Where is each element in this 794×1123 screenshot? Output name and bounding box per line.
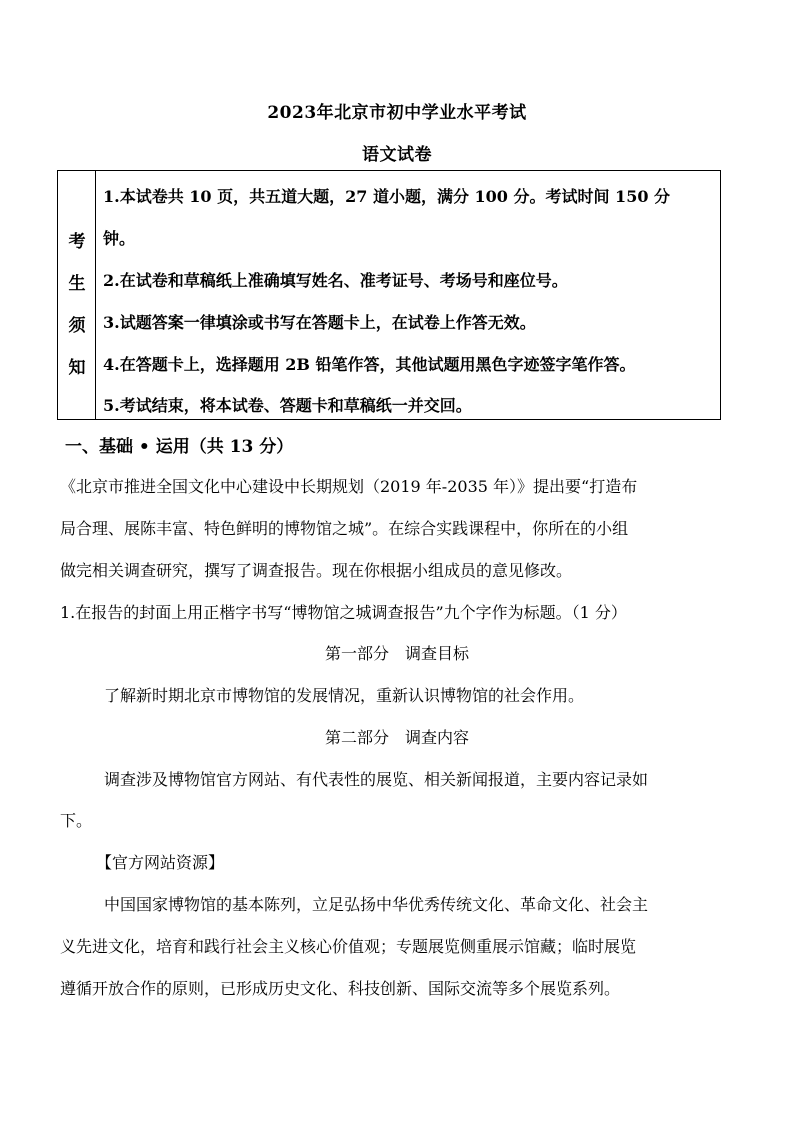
notice-item: 4.在答题卡上，选择题用 2B 铅笔作答，其他试题用黑色字迹签字笔作答。 xyxy=(103,355,636,374)
intro-line: 局合理、展陈丰富、特色鲜明的博物馆之城”。在综合实践课程中，你所在的小组 xyxy=(60,519,629,538)
official-line: 遵循开放合作的原则，已形成历史文化、科技创新、国际交流等多个展览系列。 xyxy=(60,979,621,998)
part2-title: 第二部分 调查内容 xyxy=(324,728,469,747)
notice-label-char: 生 xyxy=(68,274,86,294)
notice-item: 3.试题答案一律填涂或书写在答题卡上，在试卷上作答无效。 xyxy=(103,313,536,332)
notice-item: 5.考试结束，将本试卷、答题卡和草稿纸一并交回。 xyxy=(103,396,472,415)
notice-item: 1.本试卷共 10 页，共五道大题，27 道小题，满分 100 分。考试时间 150 分 xyxy=(103,187,671,206)
intro-line: 《北京市推进全国文化中心建设中长期规划（2019 年-2035 年）》提出要“打造布 xyxy=(60,477,638,496)
official-line: 义先进文化，培育和践行社会主义核心价值观；专题展览侧重展示馆藏；临时展览 xyxy=(60,937,637,956)
exam-title: 2023年北京市初中学业水平考试 xyxy=(267,103,527,123)
notice-item: 2.在试卷和草稿纸上准确填写姓名、准考证号、考场号和座位号。 xyxy=(103,271,568,290)
part1-title: 第一部分 调查目标 xyxy=(324,644,469,663)
notice-label-char: 考 xyxy=(68,232,86,252)
exam-subtitle: 语文试卷 xyxy=(362,145,432,165)
intro-line: 做完相关调查研究，撰写了调查报告。现在你根据小组成员的意见修改。 xyxy=(60,561,573,580)
candidate-notice-box xyxy=(57,170,721,420)
notice-label-char: 知 xyxy=(68,358,86,378)
notice-label-char: 须 xyxy=(68,316,86,336)
official-resources-heading: 【官方网站资源】 xyxy=(96,853,225,872)
notice-label-column xyxy=(58,171,96,419)
notice-item: 钟。 xyxy=(103,229,136,248)
part2-line: 下。 xyxy=(60,811,93,830)
part2-line: 调查涉及博物馆官方网站、有代表性的展览、相关新闻报道，主要内容记录如 xyxy=(104,770,649,789)
official-line: 中国国家博物馆的基本陈列，立足弘扬中华优秀传统文化、革命文化、社会主 xyxy=(104,895,649,914)
section-heading: 一、基础 • 运用（共 13 分） xyxy=(65,437,294,457)
part1-text: 了解新时期北京市博物馆的发展情况，重新认识博物馆的社会作用。 xyxy=(104,686,585,705)
question-1: 1.在报告的封面上用正楷字书写“博物馆之城调查报告”九个字作为标题。（1 分） xyxy=(60,603,627,622)
